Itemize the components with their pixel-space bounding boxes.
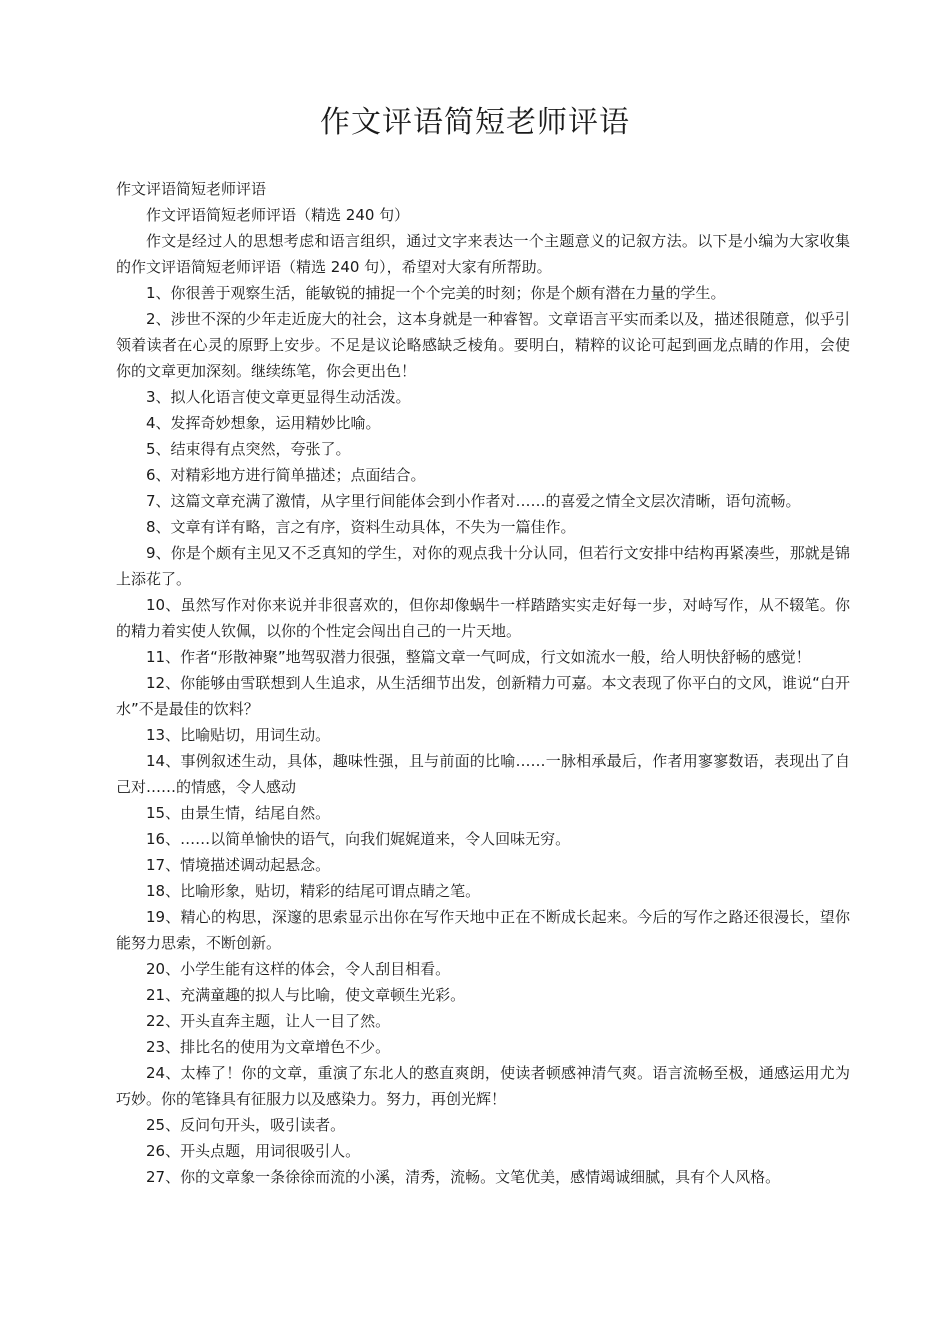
body-paragraph: 20、小学生能有这样的体会，令人刮目相看。 — [146, 960, 451, 978]
body-paragraph: 1、你很善于观察生活，能敏锐的捕捉一个个完美的时刻；你是个颇有潜在力量的学生。 — [146, 284, 726, 302]
body-paragraph: 3、拟人化语言使文章更显得生动活泼。 — [146, 388, 411, 406]
body-paragraph: 9、你是个颇有主见又不乏真知的学生，对你的观点我十分认同，但若行文安排中结构再紧凑些，那就是锦上添花了。 — [116, 544, 850, 588]
body-paragraph: 15、由景生情，结尾自然。 — [146, 804, 331, 822]
document-subtitle: 作文评语简短老师评语 — [116, 180, 267, 198]
body-paragraph: 21、充满童趣的拟人与比喻，使文章顿生光彩。 — [146, 986, 466, 1004]
body-paragraph: 作文评语简短老师评语（精选 240 句） — [146, 206, 410, 224]
body-paragraph: 5、结束得有点突然，夸张了。 — [146, 440, 351, 458]
page-title: 作文评语简短老师评语 — [320, 105, 630, 140]
body-paragraph: 4、发挥奇妙想象，运用精妙比喻。 — [146, 414, 381, 432]
body-paragraph: 27、你的文章象一条徐徐而流的小溪，清秀，流畅。文笔优美，感情竭诚细腻，具有个人风格。 — [146, 1168, 781, 1186]
body-paragraph: 16、……以简单愉快的语气，向我们娓娓道来，令人回味无穷。 — [146, 830, 571, 848]
body-paragraph: 11、作者“形散神聚”地驾驭潜力很强，整篇文章一气呵成，行文如流水一般，给人明快舒畅的感觉！ — [146, 648, 811, 666]
body-paragraph: 24、太棒了！你的文章，重演了东北人的憨直爽朗，使读者顿感神清气爽。语言流畅至极，通感运用尤为巧妙。你的笔锋具有征服力以及感染力。努力，再创光辉！ — [116, 1064, 850, 1108]
body-paragraph: 26、开头点题，用词很吸引人。 — [146, 1142, 361, 1160]
body-paragraph: 12、你能够由雪联想到人生追求，从生活细节出发，创新精力可嘉。本文表现了你平白的文风，谁说“白开水”不是最佳的饮料？ — [116, 674, 850, 718]
body-paragraph: 19、精心的构思，深邃的思索显示出你在写作天地中正在不断成长起来。今后的写作之路还很漫长，望你能努力思索，不断创新。 — [116, 908, 850, 952]
body-paragraph: 22、开头直奔主题，让人一目了然。 — [146, 1012, 391, 1030]
body-paragraph: 14、事例叙述生动，具体，趣味性强，且与前面的比喻……一脉相承最后，作者用寥寥数语，表现出了自己对……的情感，令人感动 — [116, 752, 850, 796]
body-paragraph: 25、反问句开头，吸引读者。 — [146, 1116, 346, 1134]
body-paragraph: 10、虽然写作对你来说并非很喜欢的，但你却像蜗牛一样踏踏实实走好每一步，对峙写作，从不辍笔。你的精力着实使人钦佩，以你的个性定会闯出自己的一片天地。 — [116, 596, 850, 640]
body-paragraph: 作文是经过人的思想考虑和语言组织，通过文字来表达一个主题意义的记叙方法。以下是小编为大家收集的作文评语简短老师评语（精选 240 句），希望对大家有所帮助。 — [116, 232, 850, 276]
document-body — [116, 176, 850, 1190]
body-paragraph: 23、排比名的使用为文章增色不少。 — [146, 1038, 391, 1056]
body-paragraph: 18、比喻形象，贴切，精彩的结尾可谓点睛之笔。 — [146, 882, 481, 900]
body-paragraph: 8、文章有详有略，言之有序，资料生动具体，不失为一篇佳作。 — [146, 518, 576, 536]
body-paragraph: 2、涉世不深的少年走近庞大的社会，这本身就是一种睿智。文章语言平实而柔以及，描述很随意，似乎引领着读者在心灵的原野上安步。不足是议论略感缺乏棱角。要明白，精粹的议论可起到画龙点睛的作用，会使你的文章更加深刻。继续练笔，你会更出色！ — [116, 310, 850, 380]
body-paragraph: 6、对精彩地方进行简单描述；点面结合。 — [146, 466, 426, 484]
body-paragraph: 13、比喻贴切，用词生动。 — [146, 726, 331, 744]
body-paragraph: 7、这篇文章充满了激情，从字里行间能体会到小作者对……的喜爱之情全文层次清晰，语句流畅。 — [146, 492, 801, 510]
body-paragraph: 17、情境描述调动起悬念。 — [146, 856, 331, 874]
